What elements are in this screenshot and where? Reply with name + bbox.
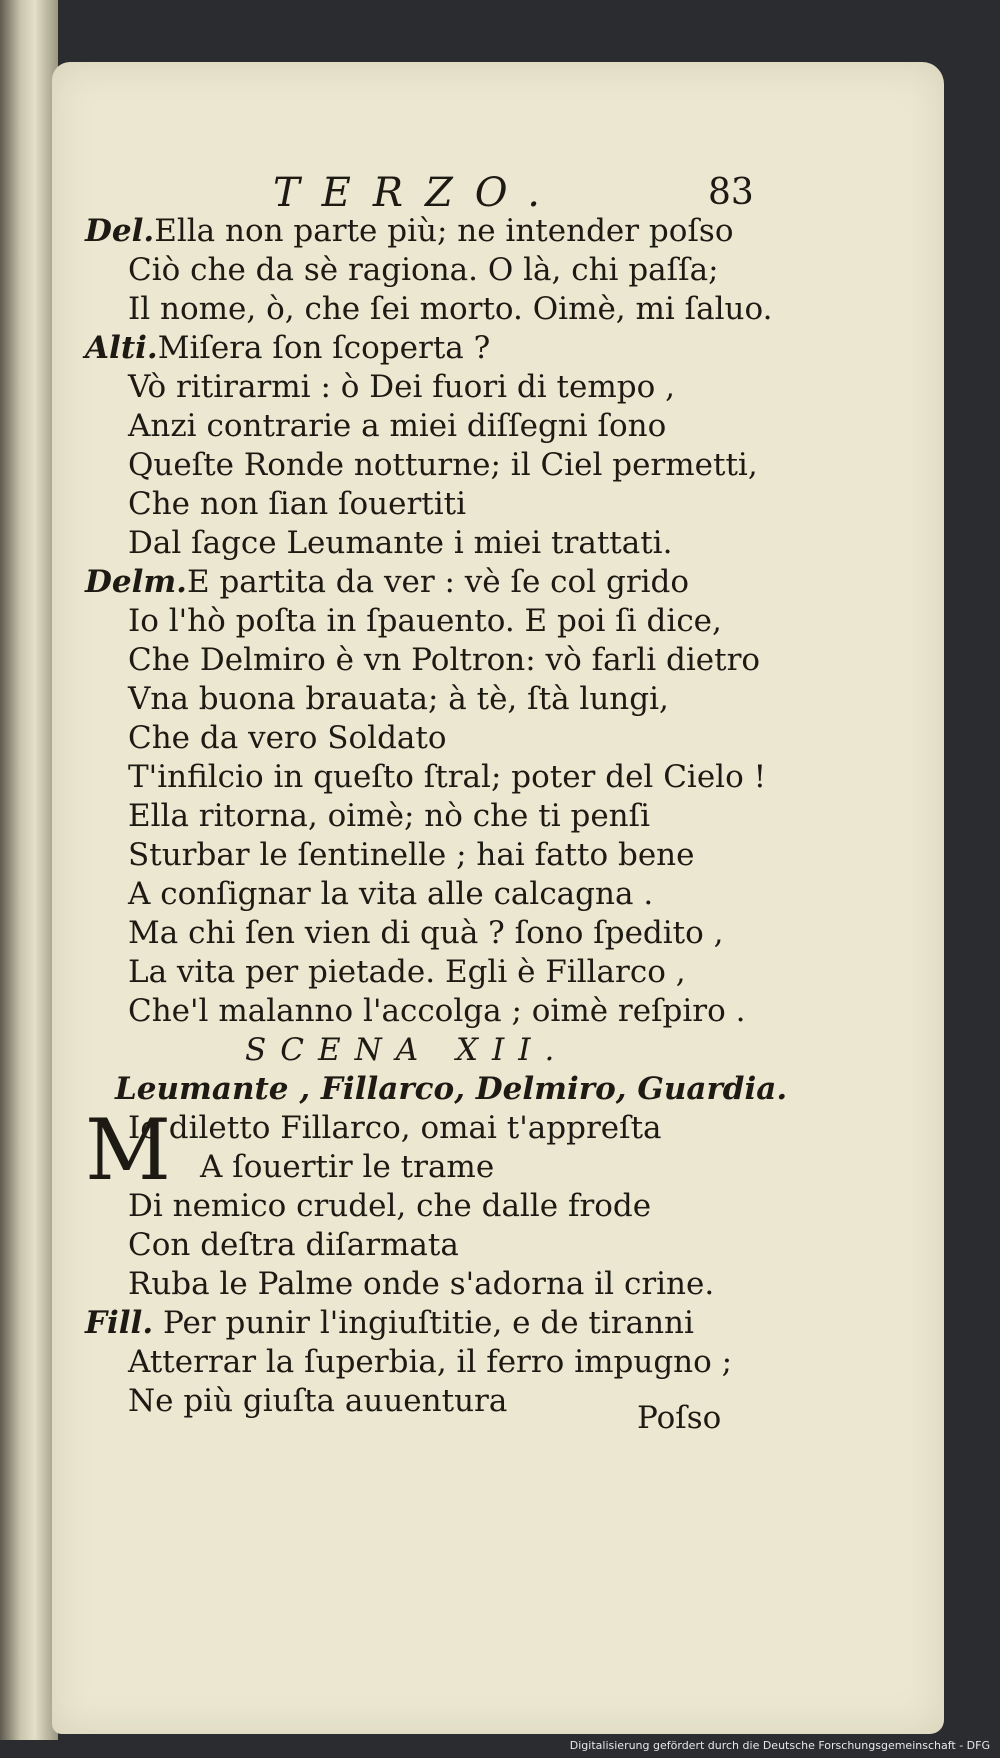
verse-line: Io l'hò poſta in ſpauento. E poi ſi dice, [128, 603, 722, 639]
verse-line: Dal ſagce Leumante i miei trattati. [128, 525, 673, 561]
verse-line: Anzi contrarie a miei diſſegni ſono [128, 408, 667, 444]
verse-line: Con deſtra diſarmata [128, 1227, 459, 1263]
verse-line: Ma chi ſen vien di quà ? ſono ſpedito , [128, 915, 724, 951]
verse-line: T'infilcio in queſto ſtral; poter del Cielo ! [128, 759, 767, 795]
verse-line: Che da vero Soldato [128, 720, 447, 756]
verse-line: La vita per pietade. Egli è Fillarco , [128, 954, 686, 990]
catchword: Poſso [637, 1400, 722, 1436]
speaker-name: Alti. [85, 330, 158, 366]
verse-line: Che Delmiro è vn Poltron: vò farli dietro [128, 642, 761, 678]
verse-line: Delm.E partita da ver : vè ſe col grido [85, 564, 690, 600]
verse-line: Di nemico crudel, che dalle frode [128, 1188, 652, 1224]
page-number: 83 [708, 172, 754, 213]
verse-line: Che non ſian ſouertiti [128, 486, 467, 522]
verse-line: Ciò che da sè ragiona. O là, chi paſſa; [128, 252, 719, 288]
verse-line: Sturbar le ſentinelle ; hai fatto bene [128, 837, 695, 873]
verse-text [85, 212, 805, 1421]
scene-characters: Leumante , Fillarco, Delmiro, Guardia. [115, 1071, 788, 1107]
book-spine [0, 0, 58, 1740]
verse-line: Ne più giuſta auuentura [128, 1383, 508, 1419]
verse-line: Fill. Per punir l'ingiuſtitie, e de tiranni [85, 1305, 694, 1341]
digitization-credit: Digitalisierung gefördert durch die Deutsche Forschungsgemeinschaft - DFG [569, 1739, 990, 1752]
verse-line: Atterrar la ſuperbia, il ferro impugno ; [128, 1344, 733, 1380]
verse-line: Ella ritorna, oimè; nò che ti penſi [128, 798, 651, 834]
drop-cap: M [85, 1101, 172, 1199]
verse-line: Vò ritirarmi : ò Dei fuori di tempo , [128, 369, 675, 405]
running-title: TERZO. [273, 170, 562, 216]
scene-title: SCENA XII. [245, 1032, 569, 1068]
verse-line: Il nome, ò, che ſei morto. Oimè, mi ſaluo. [128, 291, 773, 327]
page-header [0, 168, 1000, 218]
verse-line: Ruba le Palme onde s'adorna il crine. [128, 1266, 715, 1302]
verse-line: M Io diletto Fillarco, omai t'appreſta [85, 1101, 662, 1199]
speaker-name: Delm. [85, 564, 187, 600]
verse-line: Del.Ella non parte più; ne intender poſso [85, 213, 734, 249]
verse-line: Queſte Ronde notturne; il Ciel permetti, [128, 447, 758, 483]
verse-line: Vna buona brauata; à tè, ſtà lungi, [128, 681, 669, 717]
verse-line: A conſignar la vita alle calcagna . [128, 876, 654, 912]
speaker-name: Fill. [85, 1305, 154, 1341]
verse-line: Alti.Miſera ſon ſcoperta ? [85, 330, 491, 366]
speaker-name: Del. [85, 213, 155, 249]
verse-line: A ſouertir le trame [200, 1149, 495, 1185]
verse-line: Che'l malanno l'accolga ; oimè reſpiro . [128, 993, 746, 1029]
